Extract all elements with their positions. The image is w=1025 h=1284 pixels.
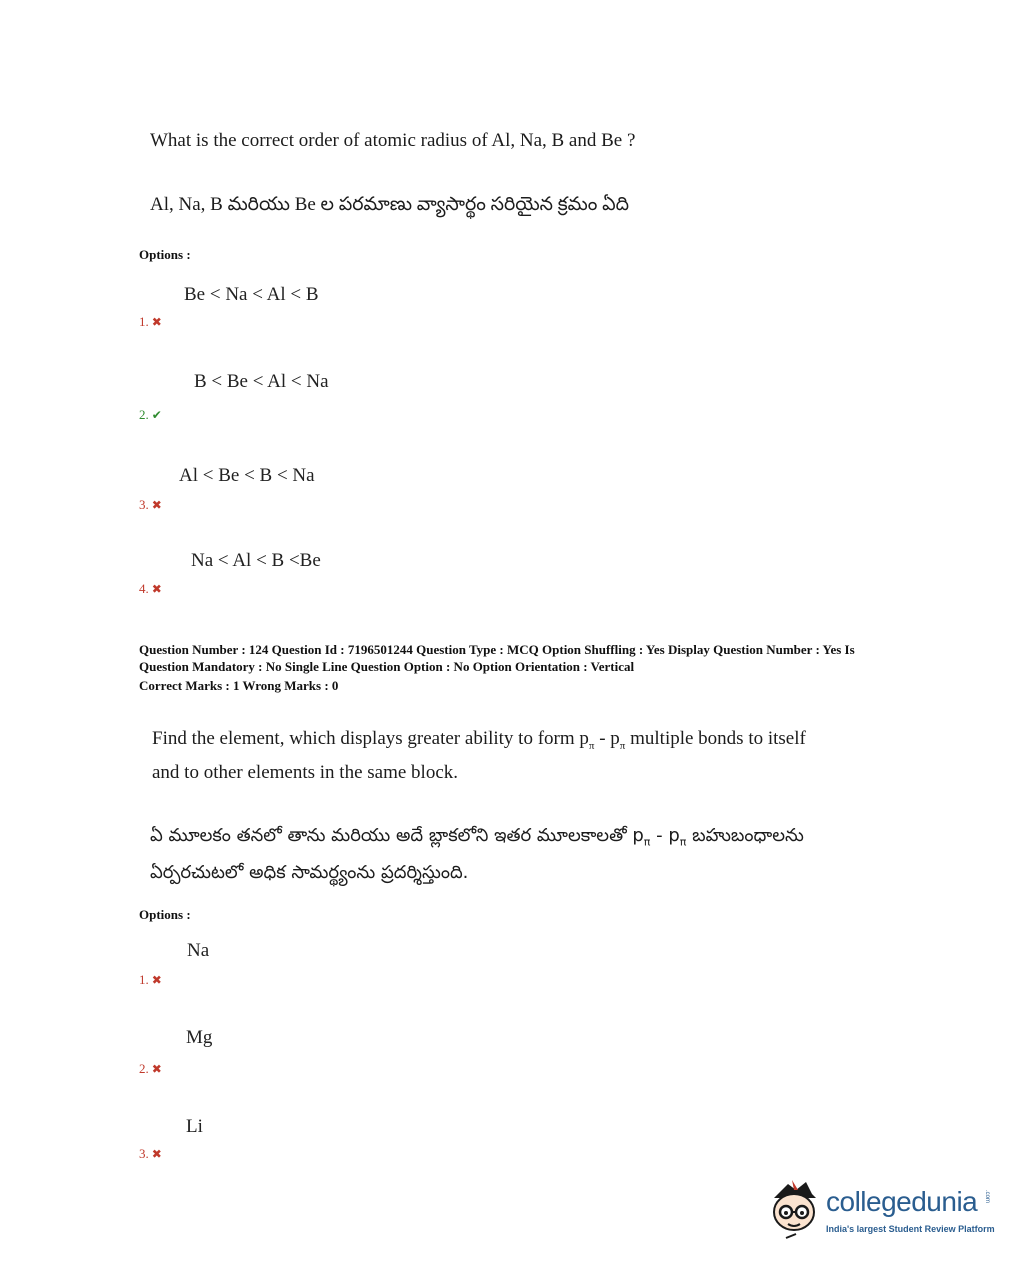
- option-text: Mg: [186, 1027, 213, 1048]
- logo-wordmark: collegedunia: [826, 1186, 978, 1217]
- option-number: 4. ✖: [139, 581, 162, 596]
- option-number: 2. ✔: [139, 407, 162, 422]
- option-number: 1. ✖: [139, 972, 162, 987]
- option-text: Li: [186, 1116, 203, 1137]
- wrong-icon: ✖: [151, 1062, 162, 1076]
- question-124-meta: Question Number : 124 Question Id : 7196501244 Question Type : MCQ Option Shuffling : Yes Display Question Number : Yes Is Question Mandatory : No Single Line Question Option : No Option Orientation : Vertical Correct Marks : 1 Wrong Marks : 0: [139, 642, 855, 693]
- wrong-icon: ✖: [151, 973, 162, 987]
- question-123-telugu: Al, Na, B మరియు Be ల పరమాణు వ్యాసార్థం సరియైన క్రమం ఏది: [150, 194, 630, 215]
- option-text: Na < Al < B <Be: [191, 550, 321, 571]
- logo-tagline: India's largest Student Review Platform: [826, 1224, 995, 1234]
- logo-com: .com: [984, 1190, 990, 1204]
- options-label: Options :: [139, 907, 191, 922]
- option-text: B < Be < Al < Na: [194, 371, 329, 392]
- wrong-icon: ✖: [151, 498, 162, 512]
- option-text: Al < Be < B < Na: [179, 465, 315, 486]
- mascot-icon: [766, 1176, 824, 1246]
- option-number: 3. ✖: [139, 497, 162, 512]
- question-124-english-line2: and to other elements in the same block.: [152, 762, 459, 783]
- wrong-icon: ✖: [151, 1147, 162, 1161]
- question-124-telugu: ఏ మూలకం తనలో తాను మరియు అదే బ్లాకలోని ఇతర మూలకాలతో $p_\pi - p_\pi$ బహుబంధాలను: [150, 825, 804, 849]
- question-124-telugu-line2: ఏర్పరచుటలో అధిక సామర్థ్యంను ప్రదర్శిస్తుంది.: [150, 862, 469, 883]
- correct-icon: ✔: [151, 408, 162, 422]
- option-number: 2. ✖: [139, 1061, 162, 1076]
- option-text: Be < Na < Al < B: [184, 284, 319, 305]
- option-text: Na: [187, 940, 210, 961]
- question-124-english: Find the element, which displays greater ability to form $p_\pi - p_\pi$ multiple bonds to itself: [152, 728, 806, 752]
- wrong-icon: ✖: [151, 582, 162, 596]
- options-label: Options :: [139, 247, 191, 262]
- wrong-icon: ✖: [151, 315, 162, 329]
- option-number: 1. ✖: [139, 314, 162, 329]
- collegedunia-logo: [766, 1176, 996, 1246]
- question-123-english: What is the correct order of atomic radius of Al, Na, B and Be ?: [150, 130, 636, 151]
- option-number: 3. ✖: [139, 1146, 162, 1161]
